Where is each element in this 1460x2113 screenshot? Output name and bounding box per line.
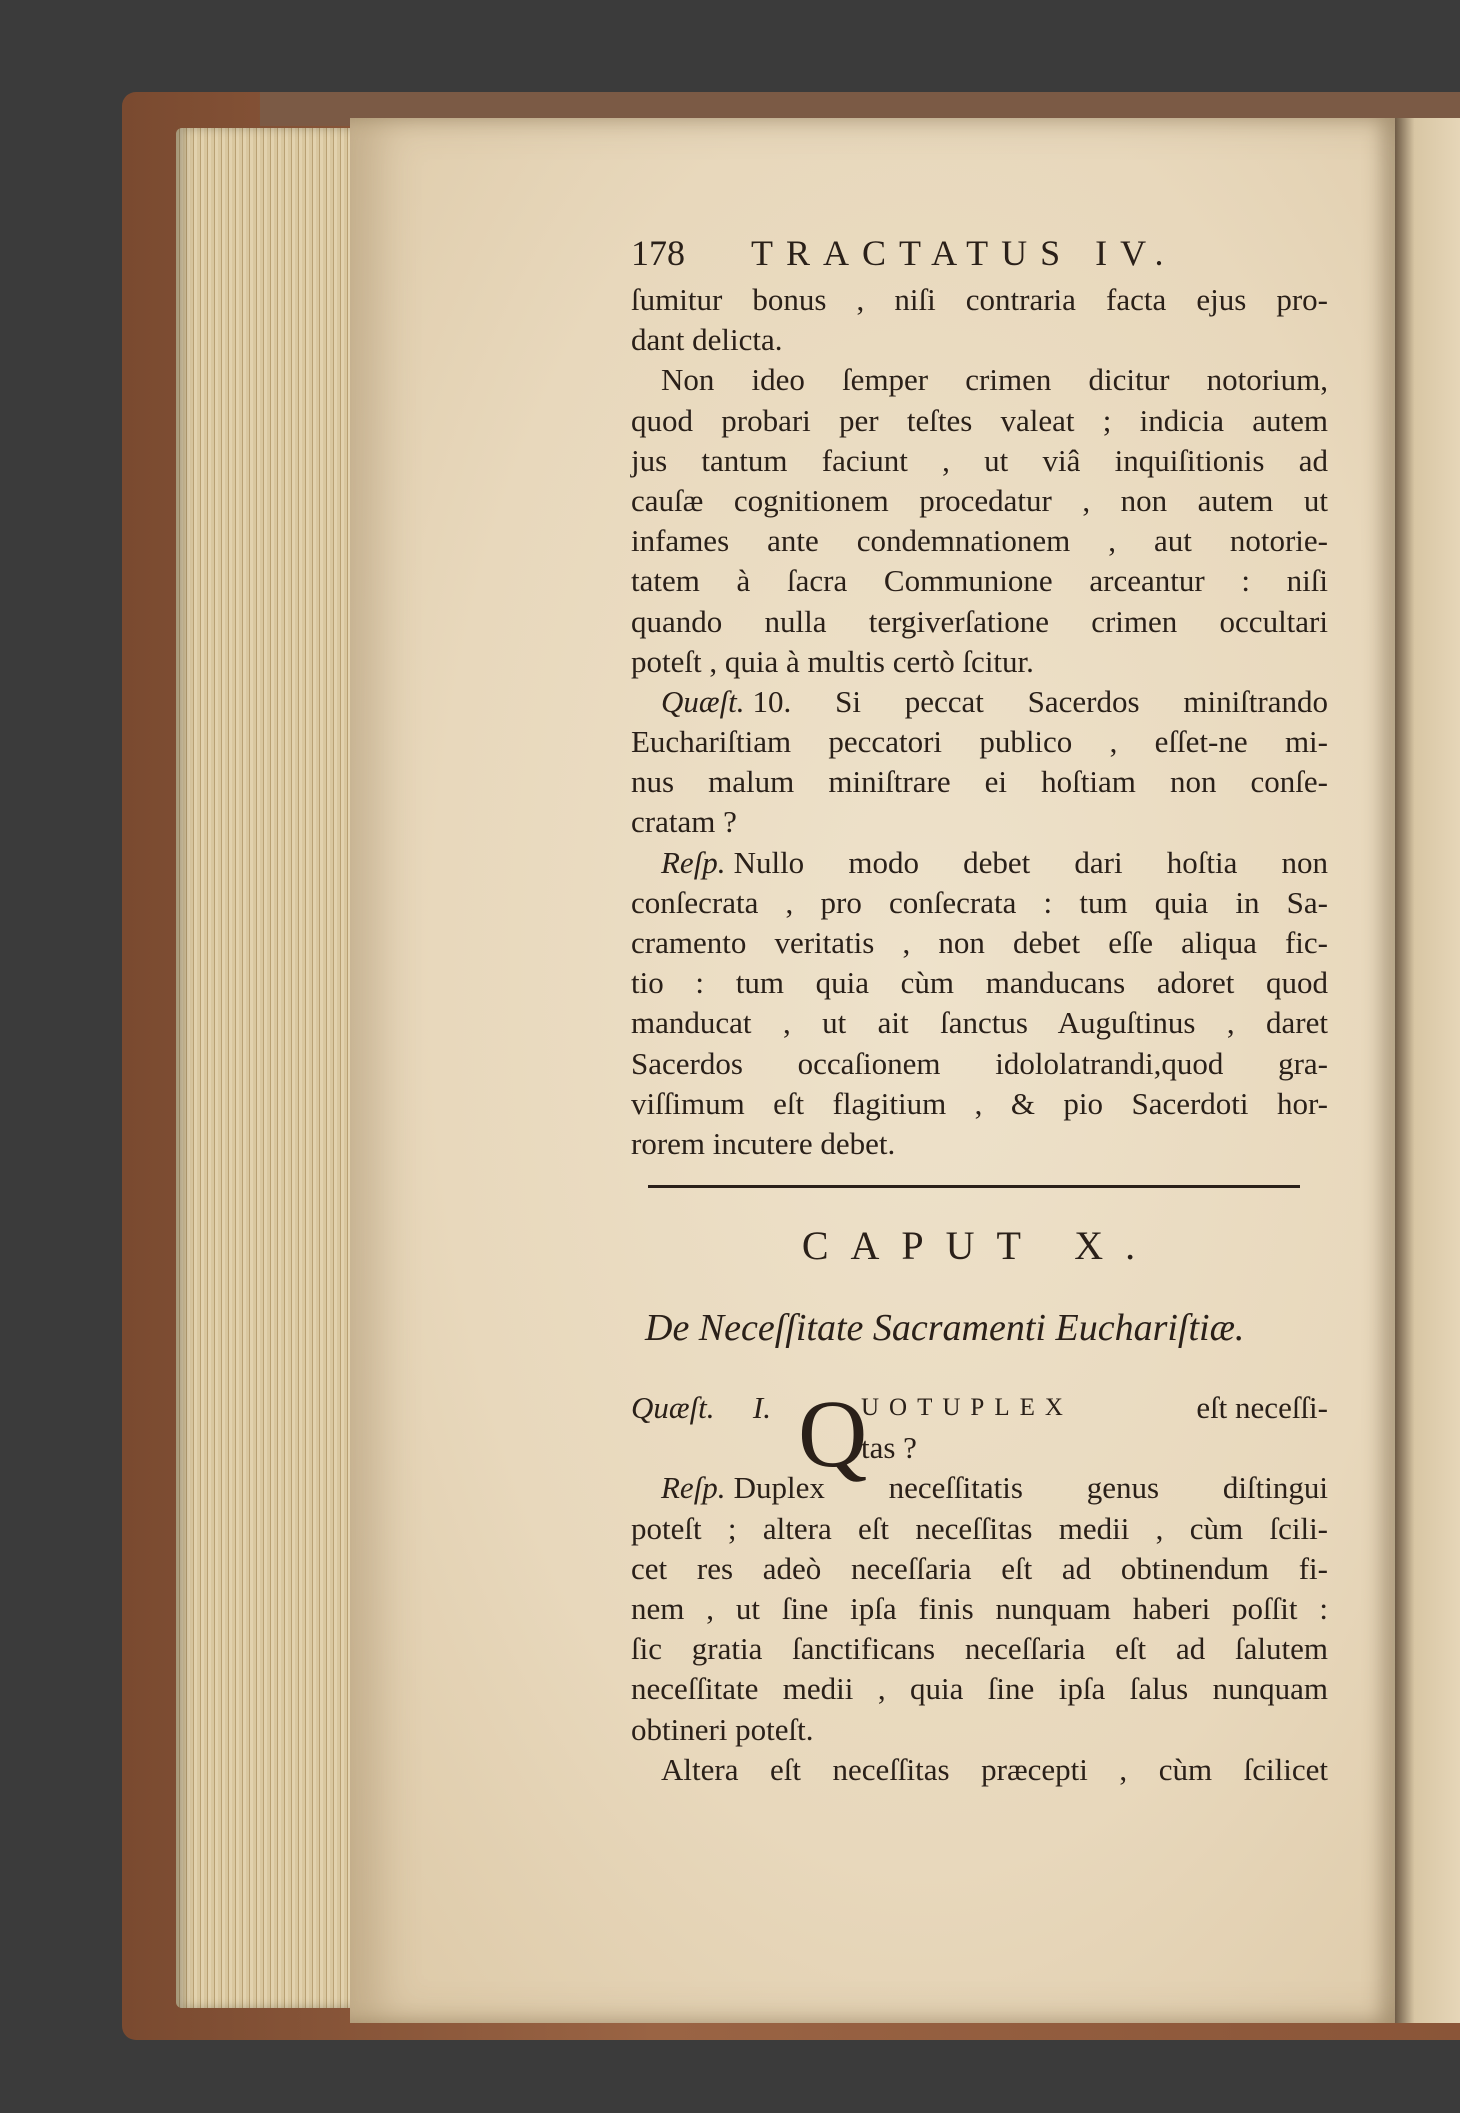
text-line bbox=[631, 762, 1328, 802]
text-line bbox=[631, 602, 1328, 642]
facing-page-edge bbox=[1395, 118, 1460, 2023]
text-line bbox=[631, 1629, 1328, 1669]
text-line bbox=[631, 1669, 1328, 1709]
text-line bbox=[631, 883, 1328, 923]
text-line bbox=[631, 1549, 1328, 1589]
line-text: conſecrata , pro conſecrata : tum quia in Sa- bbox=[631, 884, 1328, 920]
text-line bbox=[631, 682, 1328, 722]
text-line bbox=[631, 1044, 1328, 1084]
question-rest: eſt neceſſi- bbox=[1196, 1390, 1328, 1425]
line-text: cet res adeò neceſſaria eſt ad obtinendum fi- bbox=[631, 1550, 1328, 1586]
line-text: quando nulla tergiverſatione crimen occultari bbox=[631, 603, 1328, 639]
line-text: tatem à ſacra Communione arceantur : niſi bbox=[631, 563, 1328, 599]
line-prefix: Reſp. bbox=[661, 844, 726, 880]
line-text: Nullo modo debet dari hoſtia non bbox=[733, 844, 1328, 880]
text-line bbox=[631, 360, 1328, 400]
question-line-2: tas ? bbox=[861, 1430, 917, 1466]
line-prefix: Reſp. bbox=[661, 1470, 726, 1506]
line-text: rorem incutere debet. bbox=[631, 1125, 896, 1161]
line-text: dant delicta. bbox=[631, 322, 783, 358]
line-text: neceſſitate medii , quia ſine ipſa ſalus nunquam bbox=[631, 1671, 1328, 1707]
question-smallcaps: UOTUPLEX bbox=[861, 1394, 1073, 1421]
chapter-title: CAPUT X. bbox=[801, 1223, 1158, 1268]
question-line bbox=[631, 1388, 1328, 1428]
text-line bbox=[631, 963, 1328, 1003]
text-line bbox=[631, 1124, 1328, 1164]
line-text: jus tantum faciunt , ut viâ inquiſitionis ad bbox=[631, 442, 1328, 478]
text-line bbox=[631, 923, 1328, 963]
text-line bbox=[631, 521, 1328, 561]
line-prefix: Quæſt. bbox=[661, 683, 745, 719]
text-line bbox=[631, 1750, 1328, 1790]
line-text: ſumitur bonus , niſi contraria facta ejus pro- bbox=[631, 282, 1328, 317]
text-line bbox=[631, 280, 1328, 320]
line-text: Euchariſtiam peccatori publico , eſſet-ne mi- bbox=[631, 724, 1328, 760]
line-text: nem , ut ſine ipſa finis nunquam haberi poſſit : bbox=[631, 1590, 1328, 1626]
line-text: cramento veritatis , non debet eſſe aliqua fic- bbox=[631, 925, 1328, 960]
line-text: tio : tum quia cùm manducans adoret quod bbox=[631, 965, 1328, 1001]
text-line bbox=[631, 320, 1328, 360]
line-text: ſic gratia ſanctificans neceſſaria eſt ad ſalutem bbox=[631, 1631, 1328, 1667]
line-text: 10. Si peccat Sacerdos miniſtrando bbox=[752, 683, 1328, 719]
line-text: Non ideo ſemper crimen dicitur notorium, bbox=[661, 362, 1328, 398]
line-text: poteſt ; altera eſt neceſſitas medii , cùm ſcili- bbox=[631, 1510, 1328, 1546]
drop-cap: Q bbox=[798, 1380, 868, 1487]
line-text: Altera eſt neceſſitas præcepti , cùm ſcilicet bbox=[661, 1751, 1328, 1787]
text-block-a bbox=[631, 280, 1328, 1164]
line-text: quod probari per teſtes valeat ; indicia autem bbox=[631, 402, 1328, 438]
text-line bbox=[631, 1589, 1328, 1629]
text-block-b bbox=[631, 1380, 1328, 1790]
running-head: TRACTATUS IV. bbox=[751, 233, 1177, 273]
text-line bbox=[631, 802, 1328, 842]
text-line bbox=[631, 1468, 1328, 1508]
text-line bbox=[631, 441, 1328, 481]
text-line bbox=[631, 722, 1328, 762]
line-text: infames ante condemnationem , aut notorie- bbox=[631, 523, 1328, 559]
text-line bbox=[631, 481, 1328, 521]
text-line bbox=[631, 1003, 1328, 1043]
page-number: 178 bbox=[631, 233, 685, 273]
line-text: viſſimum eſt flagitium , & pio Sacerdoti hor- bbox=[631, 1085, 1328, 1121]
text-line bbox=[631, 401, 1328, 441]
text-line bbox=[631, 843, 1328, 883]
text-line bbox=[631, 1509, 1328, 1549]
text-line bbox=[631, 1710, 1328, 1750]
running-header bbox=[631, 232, 1328, 272]
text-line bbox=[631, 561, 1328, 601]
line-text: cratam ? bbox=[631, 804, 737, 840]
text-line bbox=[631, 642, 1328, 682]
line-text: Sacerdos occaſionem idololatrandi,quod gra- bbox=[631, 1045, 1328, 1081]
chapter-rule bbox=[648, 1185, 1300, 1188]
line-text: obtineri poteſt. bbox=[631, 1711, 814, 1747]
line-text: cauſæ cognitionem procedatur , non autem ut bbox=[631, 482, 1328, 518]
line-text: poteſt , quia à multis certò ſcitur. bbox=[631, 643, 1034, 679]
text-line bbox=[631, 1084, 1328, 1124]
question-label: Quæſt. I. bbox=[631, 1390, 771, 1425]
line-text: nus malum miniſtrare ei hoſtiam non conſe- bbox=[631, 764, 1328, 800]
line-text: Duplex neceſſitatis genus diſtingui bbox=[733, 1470, 1328, 1506]
chapter-subtitle: De Neceſſitate Sacramenti Euchariſtiæ. bbox=[645, 1307, 1245, 1349]
line-text: manducat , ut ait ſanctus Auguſtinus , daret bbox=[631, 1005, 1328, 1041]
